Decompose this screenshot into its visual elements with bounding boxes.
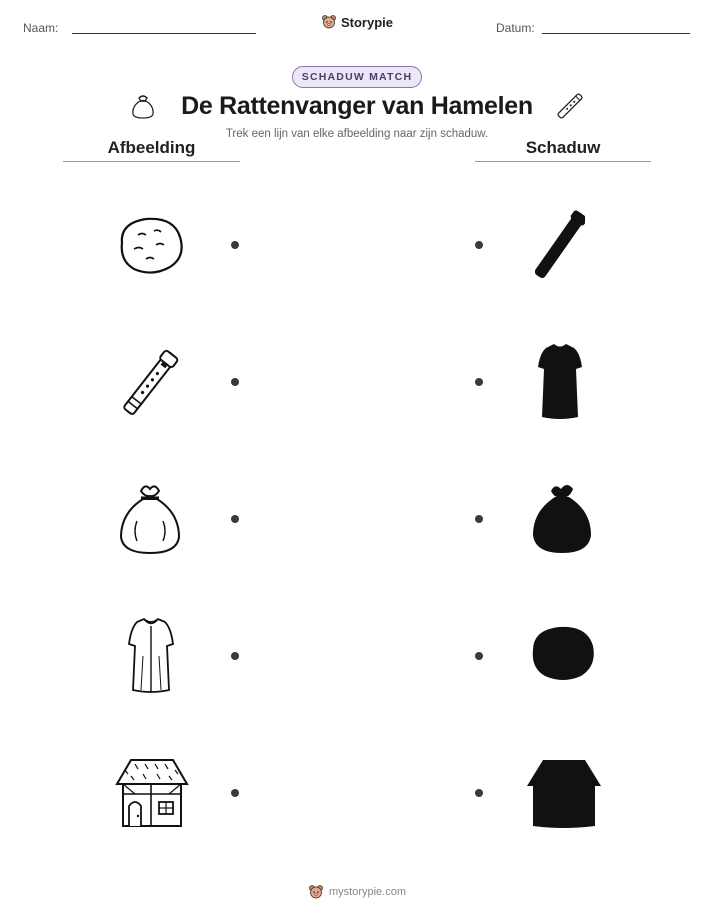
column-header-right: Schaduw (525, 138, 601, 157)
footer (0, 884, 714, 900)
coin-purse-icon[interactable] (105, 205, 195, 285)
connect-dot-left-5[interactable] (231, 789, 239, 797)
connect-dot-right-1[interactable] (475, 241, 483, 249)
recorder-silhouette-icon[interactable] (520, 200, 600, 290)
activity-badge: SCHADUW MATCH (292, 66, 422, 88)
footer-site[interactable]: mystorypie.com (328, 886, 407, 898)
bear-mascot-icon (308, 884, 324, 900)
connect-dot-left-2[interactable] (231, 378, 239, 386)
connect-dot-right-3[interactable] (475, 515, 483, 523)
column-rule-left (63, 161, 240, 162)
date-label: Datum: (496, 21, 535, 35)
date-line[interactable] (542, 33, 690, 34)
instructions: Trek een lijn van elke afbeelding naar zijn schaduw. (225, 128, 489, 140)
brand-logo (0, 14, 714, 30)
badge-container (0, 66, 714, 88)
connect-dot-left-1[interactable] (231, 241, 239, 249)
name-line[interactable] (72, 33, 256, 34)
sack-silhouette-icon[interactable] (525, 478, 599, 560)
column-header-left: Afbeelding (107, 138, 196, 157)
connect-dot-right-4[interactable] (475, 652, 483, 660)
robe-icon[interactable] (118, 615, 184, 695)
brand-name: Storypie (340, 14, 393, 30)
timber-house-icon[interactable] (108, 752, 194, 832)
connect-dot-left-3[interactable] (231, 515, 239, 523)
title-flute-icon (556, 90, 584, 127)
bear-mascot-icon (321, 14, 337, 30)
house-silhouette-icon[interactable] (520, 752, 606, 832)
connect-dot-right-2[interactable] (475, 378, 483, 386)
connect-dot-right-5[interactable] (475, 789, 483, 797)
page-title: De Rattenvanger van Hamelen (181, 92, 533, 120)
connect-dot-left-4[interactable] (231, 652, 239, 660)
column-rule-right (475, 161, 651, 162)
name-label: Naam: (23, 21, 59, 35)
purse-silhouette-icon[interactable] (522, 618, 602, 688)
money-sack-icon[interactable] (112, 478, 188, 560)
robe-silhouette-icon[interactable] (525, 340, 595, 422)
recorder-flute-icon[interactable] (110, 340, 190, 425)
